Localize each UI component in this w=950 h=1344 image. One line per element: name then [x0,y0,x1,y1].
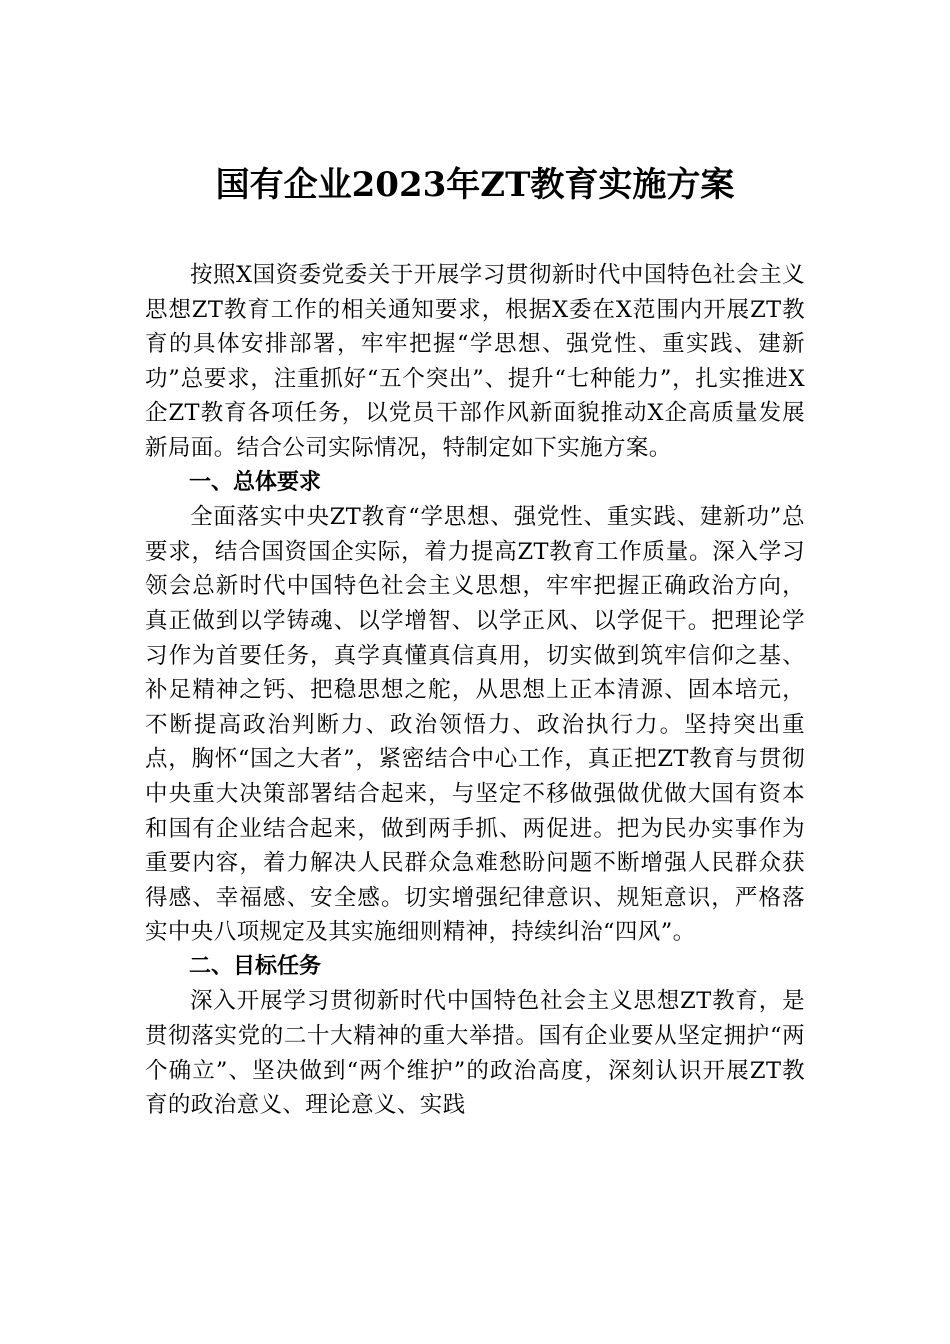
section-heading-objectives: 二、目标任务 [189,953,322,979]
objectives-paragraph: 深入开展学习贯彻新时代中国特色社会主义思想ZT教育，是贯彻落实党的二十大精神的重大举措。国有企业要从坚定拥护“两个确立”、坚决做到“两个维护”的政治高度，深刻认识开展ZT教育的政治意义、理论意义、实践 [145,988,805,1119]
intro-paragraph: 按照X国资委党委关于开展学习贯彻新时代中国特色社会主义思想ZT教育工作的相关通知要求，根据X委在X范围内开展ZT教育的具体安排部署，牢牢把握“学思想、强党性、重实践、建新功”总要求，注重抓好“五个突出”、提升“七种能力”，扎实推进X企ZT教育各项任务，以党员干部作风新面貌推动X企高质量发展新局面。结合公司实际情况，特制定如下实施方案。 [145,262,805,461]
section-heading-general-requirements: 一、总体要求 [189,469,322,495]
document-title: 国有企业2023年ZT教育实施方案 [215,165,735,205]
general-requirements-paragraph: 全面落实中央ZT教育“学思想、强党性、重实践、建新功”总要求，结合国资国企实际，着力提高ZT教育工作质量。深入学习领会总新时代中国特色社会主义思想，牢牢把握正确政治方向，真正做到以学铸魂、以学增智、以学正风、以学促干。把理论学习作为首要任务，真学真懂真信真用，切实做到筑牢信仰之基、补足精神之钙、把稳思想之舵，从思想上正本清源、固本培元，不断提高政治判断力、政治领悟力、政治执行力。坚持突出重点，胸怀“国之大者”，紧密结合中心工作，真正把ZT教育与贯彻中央重大决策部署结合起来，与坚定不移做强做优做大国有资本和国有企业结合起来，做到两手抓、两促进。把为民办实事作为重要内容，着力解决人民群众急难愁盼问题不断增强人民群众获得感、幸福感、安全感。切实增强纪律意识、规矩意识，严格落实中央八项规定及其实施细则精神，持续纠治“四风”。 [145,504,805,946]
document-body [145,258,805,1123]
